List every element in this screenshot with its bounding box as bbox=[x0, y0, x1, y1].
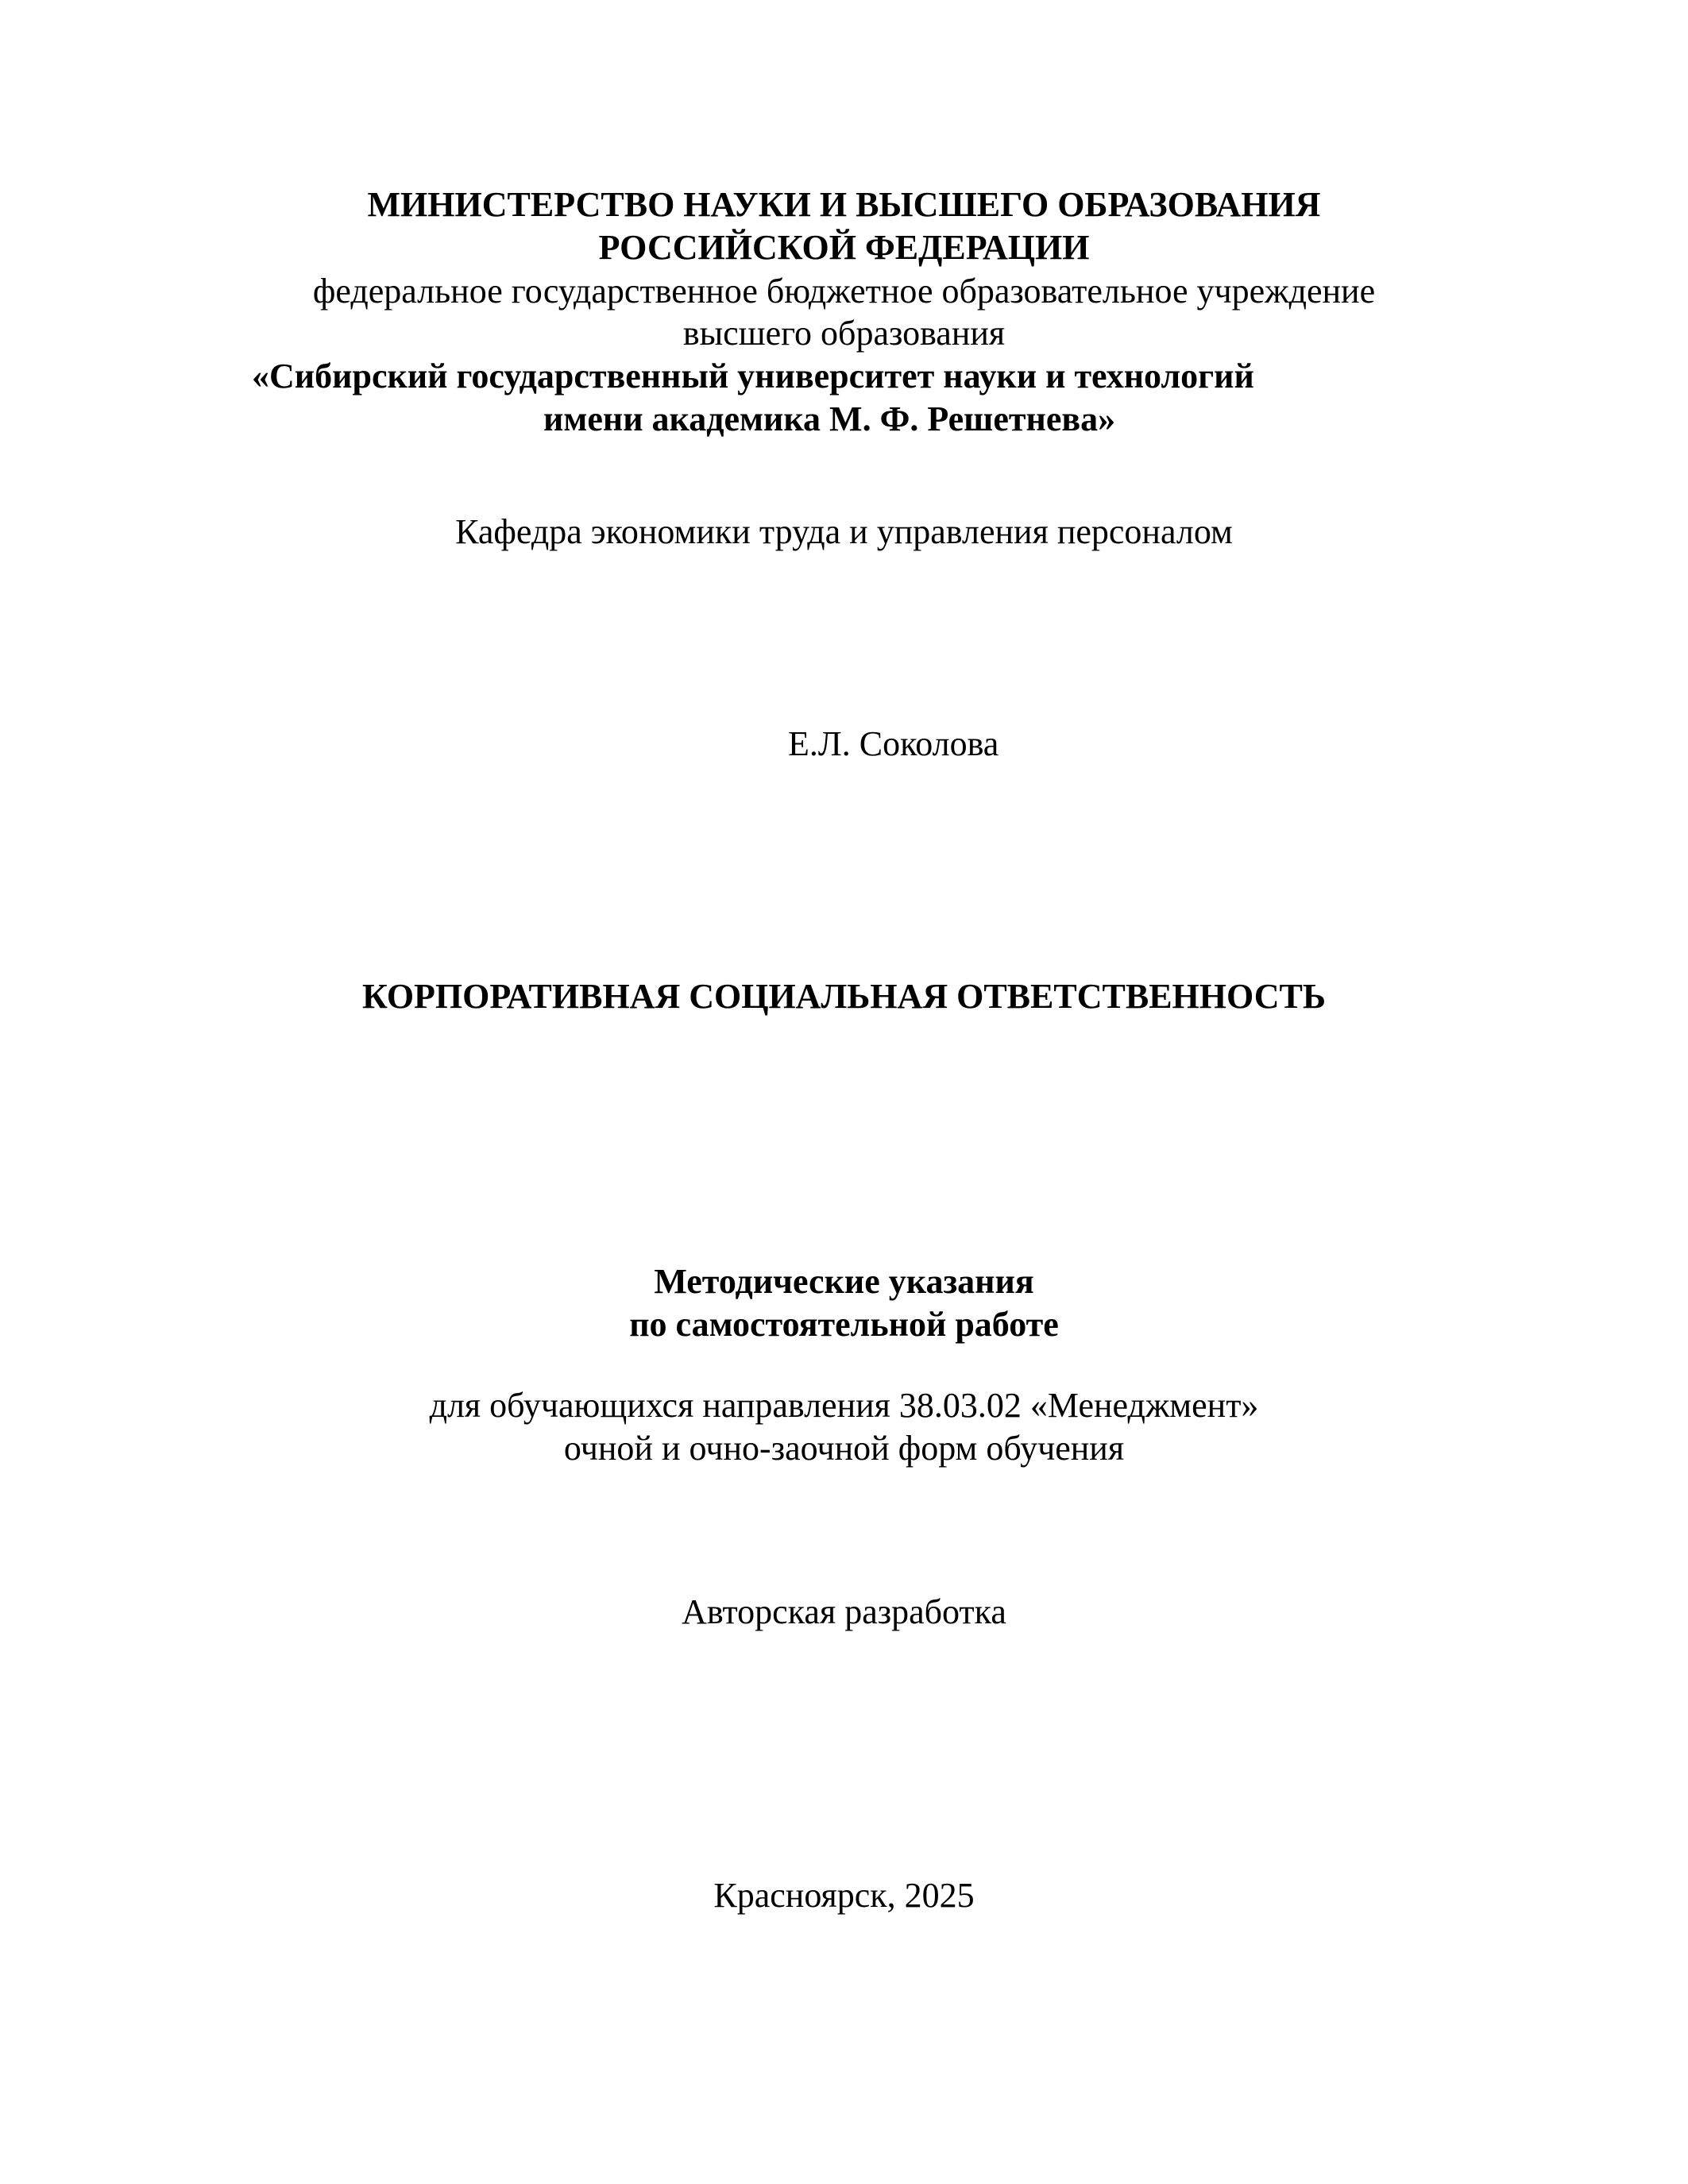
city-year: Красноярск, 2025 bbox=[713, 1876, 975, 1915]
edition-note: Авторская разработка bbox=[682, 1592, 1006, 1631]
document-title: КОРПОРАТИВНАЯ СОЦИАЛЬНАЯ ОТВЕТСТВЕННОСТЬ bbox=[362, 977, 1326, 1016]
university-name-line-2: имени академика М. Ф. Решетнева» bbox=[543, 399, 1116, 438]
institution-type-line-2: высшего образования bbox=[682, 314, 1006, 353]
ministry-line-1: МИНИСТЕРСТВО НАУКИ И ВЫСШЕГО ОБРАЗОВАНИЯ bbox=[367, 185, 1321, 224]
ministry-line-2: РОССИЙСКОЙ ФЕДЕРАЦИИ bbox=[598, 228, 1090, 267]
audience-line-1: для обучающихся направления 38.03.02 «Менеджмент» bbox=[429, 1386, 1259, 1425]
audience-line-2: очной и очно-заочной форм обучения bbox=[563, 1429, 1125, 1468]
university-name-line-1: «Сибирский государственный университет науки и технологий bbox=[252, 357, 1254, 396]
document-type-line-1: Методические указания bbox=[654, 1262, 1034, 1301]
author-name: Е.Л. Соколова bbox=[788, 724, 999, 763]
institution-type-line-1: федеральное государственное бюджетное образовательное учреждение bbox=[312, 272, 1376, 311]
document-type-line-2: по самостоятельной работе bbox=[629, 1305, 1059, 1344]
department-name: Кафедра экономики труда и управления персоналом bbox=[455, 512, 1233, 551]
